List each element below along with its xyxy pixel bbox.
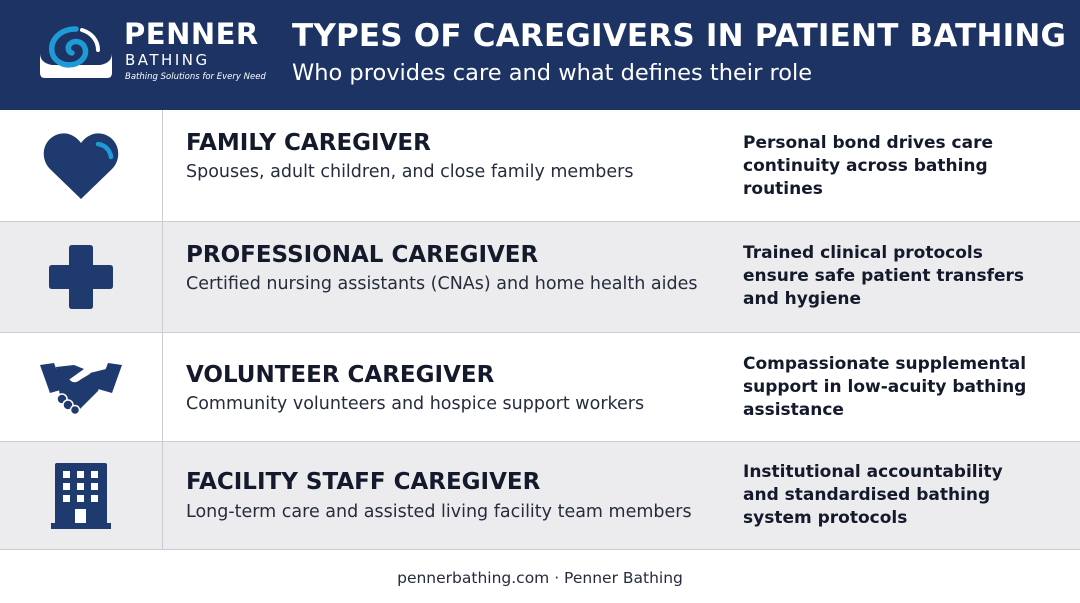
- table-row: [0, 222, 1080, 333]
- heart-icon: [42, 131, 120, 201]
- building-icon: [51, 463, 111, 529]
- brand-tagline: Bathing Solutions for Every Need: [125, 72, 266, 82]
- role-note: Personal bond drives care continuity across bathing routines: [743, 133, 994, 199]
- icon-cell: [0, 442, 163, 549]
- handshake-icon: [40, 359, 122, 415]
- role-title: PROFESSIONAL CAREGIVER: [186, 242, 539, 268]
- brand-name: PENNER: [124, 17, 259, 51]
- table-row: [0, 110, 1080, 222]
- role-note: Trained clinical protocols ensure safe patient transfers and hygiene: [743, 243, 1025, 309]
- role-description: Certified nursing assistants (CNAs) and home health aides: [186, 274, 698, 294]
- role-note: Compassionate supplemental support in low-acuity bathing assistance: [743, 354, 1027, 420]
- page-title: TYPES OF CAREGIVERS IN PATIENT BATHING: [292, 18, 1067, 54]
- role-note: Institutional accountability and standardised bathing system protocols: [743, 462, 1003, 528]
- page-subtitle: Who provides care and what defines their role: [292, 60, 813, 86]
- icon-cell: [0, 222, 163, 332]
- role-description: Long-term care and assisted living facility team members: [186, 502, 692, 522]
- medical-cross-icon: [47, 243, 115, 311]
- caregiver-table: [0, 110, 1080, 550]
- role-title: FAMILY CAREGIVER: [186, 130, 431, 156]
- table-row: [0, 442, 1080, 550]
- role-description: Spouses, adult children, and close family members: [186, 162, 634, 182]
- icon-cell: [0, 333, 163, 441]
- penner-logo-icon: [38, 23, 114, 79]
- icon-cell: [0, 110, 163, 221]
- role-title: VOLUNTEER CAREGIVER: [186, 362, 495, 388]
- footer-link[interactable]: pennerbathing.com · Penner Bathing: [397, 569, 683, 587]
- brand-subname: BATHING: [125, 51, 210, 69]
- header-banner: [0, 0, 1080, 110]
- table-row: [0, 333, 1080, 442]
- role-title: FACILITY STAFF CAREGIVER: [186, 469, 541, 495]
- role-description: Community volunteers and hospice support workers: [186, 394, 645, 414]
